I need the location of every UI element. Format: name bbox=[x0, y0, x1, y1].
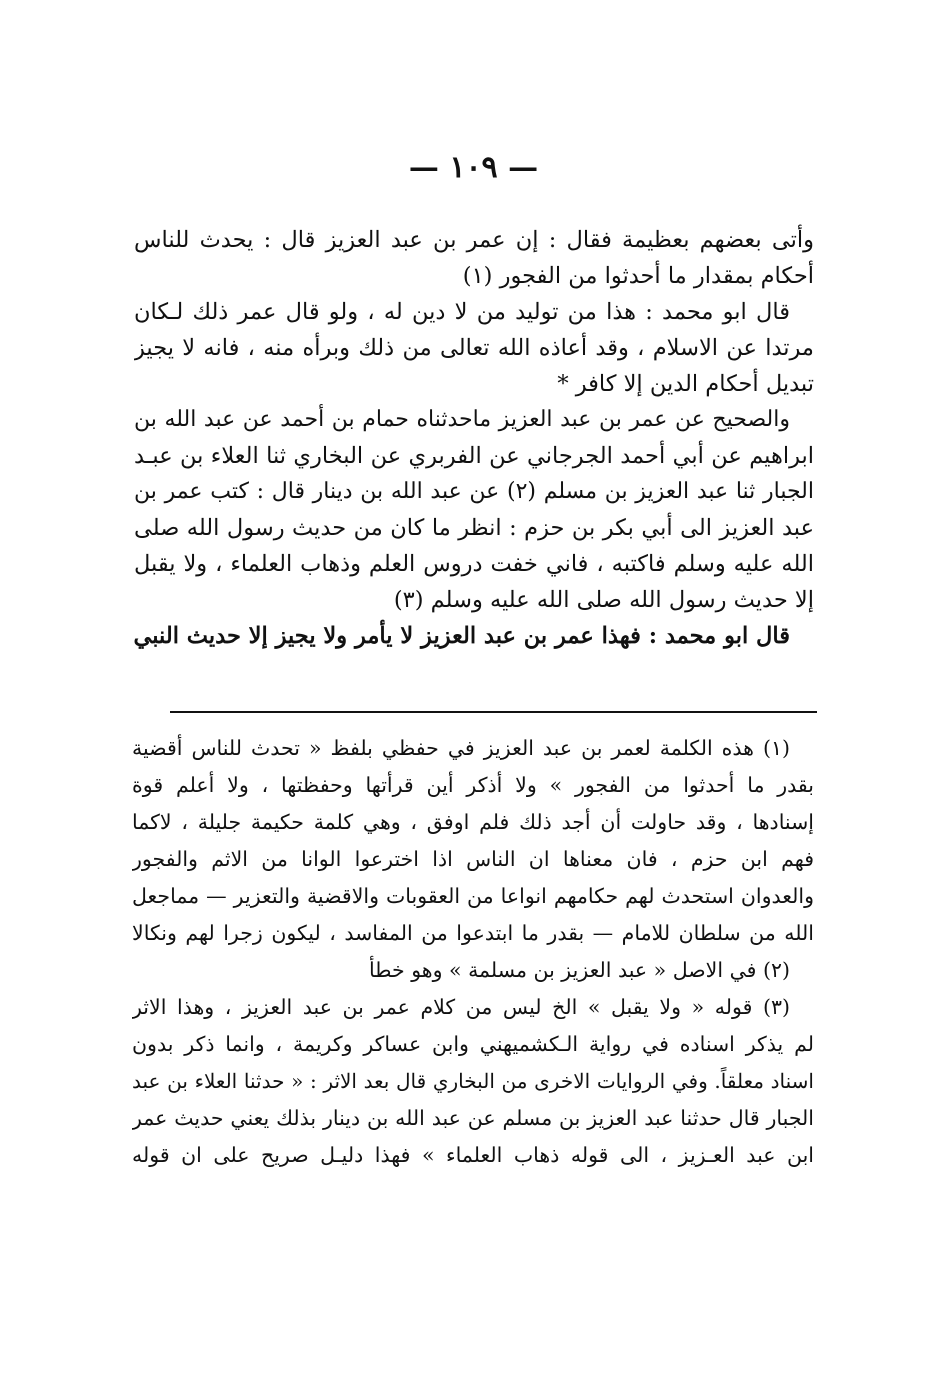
main-text-line: مرتدا عن الاسلام ، وقد أعاذه الله تعالى من ذلك وبرأه منه ، فانه لا يجيز bbox=[134, 335, 814, 361]
footnote-line: الجبار قال حدثنا عبد العزيز بن مسلم عن عبد الله بن دينار بذلك يعني حديث عمر bbox=[132, 1106, 814, 1130]
footnote-line: لم يذكر اسناده في رواية الـكشميهني وابن عساكر وكريمة ، وانما ذكر بدون bbox=[132, 1032, 814, 1056]
footnote-line: (٢) في الاصل « عبد العزيز بن مسلمة » وهو خطأ bbox=[368, 958, 790, 982]
footnote-line: والعدوان استحدث لهم حكامهم انواعا من العقوبات والاقضية والتعزير — مماجعل bbox=[132, 884, 814, 908]
main-text-block bbox=[134, 222, 814, 654]
page-number: — ١٠٩ — bbox=[408, 150, 539, 185]
footnote-line: اسناد معلقاً. وفي الروايات الاخرى من البخاري قال بعد الاثر : « حدثنا العلاء بن عبد bbox=[132, 1069, 814, 1093]
footnote-line: إسنادها ، وقد حاولت أن أجد ذلك فلم اوفق ، وهي كلمة حكيمة جليلة ، لاكما bbox=[132, 810, 814, 834]
main-text-line: وأتى بعضهم بعظيمة فقال : إن عمر بن عبد العزيز قال : يحدث للناس bbox=[134, 227, 814, 253]
footnote-line: بقدر ما أحدثوا من الفجور » ولا أذكر أين قرأتها وحفظتها ، ولا أعلم قوة bbox=[132, 773, 814, 797]
main-text-line: الله عليه وسلم فاكتبه ، فاني خفت دروس العلم وذهاب العلماء ، ولا يقبل bbox=[134, 551, 814, 577]
footnotes-block bbox=[132, 730, 814, 1174]
main-text-line: قال ابو محمد : هذا من توليد من لا دين له ، ولو قال عمر ذلك لـكان bbox=[134, 299, 790, 325]
main-text-line: إلا حديث رسول الله صلى الله عليه وسلم (٣) bbox=[393, 587, 814, 613]
main-text-line: عبد العزيز الى أبي بكر بن حزم : انظر ما كان من حديث رسول الله صلى bbox=[134, 515, 814, 541]
main-text-line: الجبار ثنا عبد العزيز بن مسلم (٢) عن عبد الله بن دينار قال : كتب عمر بن bbox=[134, 479, 814, 504]
footnote-line: فهم ابن حزم ، فان معناها ان الناس اذا اخترعوا الوانا من الاثم والفجور bbox=[132, 847, 814, 871]
footnote-divider bbox=[170, 711, 817, 713]
main-text-line: ابراهيم عن أبي أحمد الجرجاني عن الفربري عن البخاري ثنا العلاء بن عبـد bbox=[134, 443, 814, 469]
footnote-line: ابن عبد العـزيز ، الى قوله ذهاب العلماء » فهذا دليـل صريح على ان قوله bbox=[132, 1143, 814, 1167]
main-text-line: تبديل أحكام الدين إلا كافر * bbox=[557, 371, 814, 397]
main-text-line: أحكام بمقدار ما أحدثوا من الفجور (١) bbox=[462, 263, 814, 289]
main-text-line: والصحيح عن عمر بن عبد العزيز ماحدثناه حمام بن أحمد عن عبد الله بن bbox=[134, 407, 790, 432]
footnote-line: الله من سلطان للامام — بقدر ما ابتدعوا من المفاسد ، ليكون زجرا لهم ونكالا bbox=[132, 921, 814, 945]
main-text-line: قال ابو محمد : فهذا عمر بن عبد العزيز لا يأمر ولا يجيز إلا حديث النبي bbox=[134, 623, 790, 649]
footnote-line: (٣) قوله « ولا يقبل » الخ ليس من كلام عمر بن عبد العزيز ، وهذا الاثر bbox=[132, 995, 790, 1019]
footnote-line: (١) هذه الكلمة لعمر بن عبد العزيز في حفظي بلفظ « تحدث للناس أقضية bbox=[132, 736, 790, 760]
